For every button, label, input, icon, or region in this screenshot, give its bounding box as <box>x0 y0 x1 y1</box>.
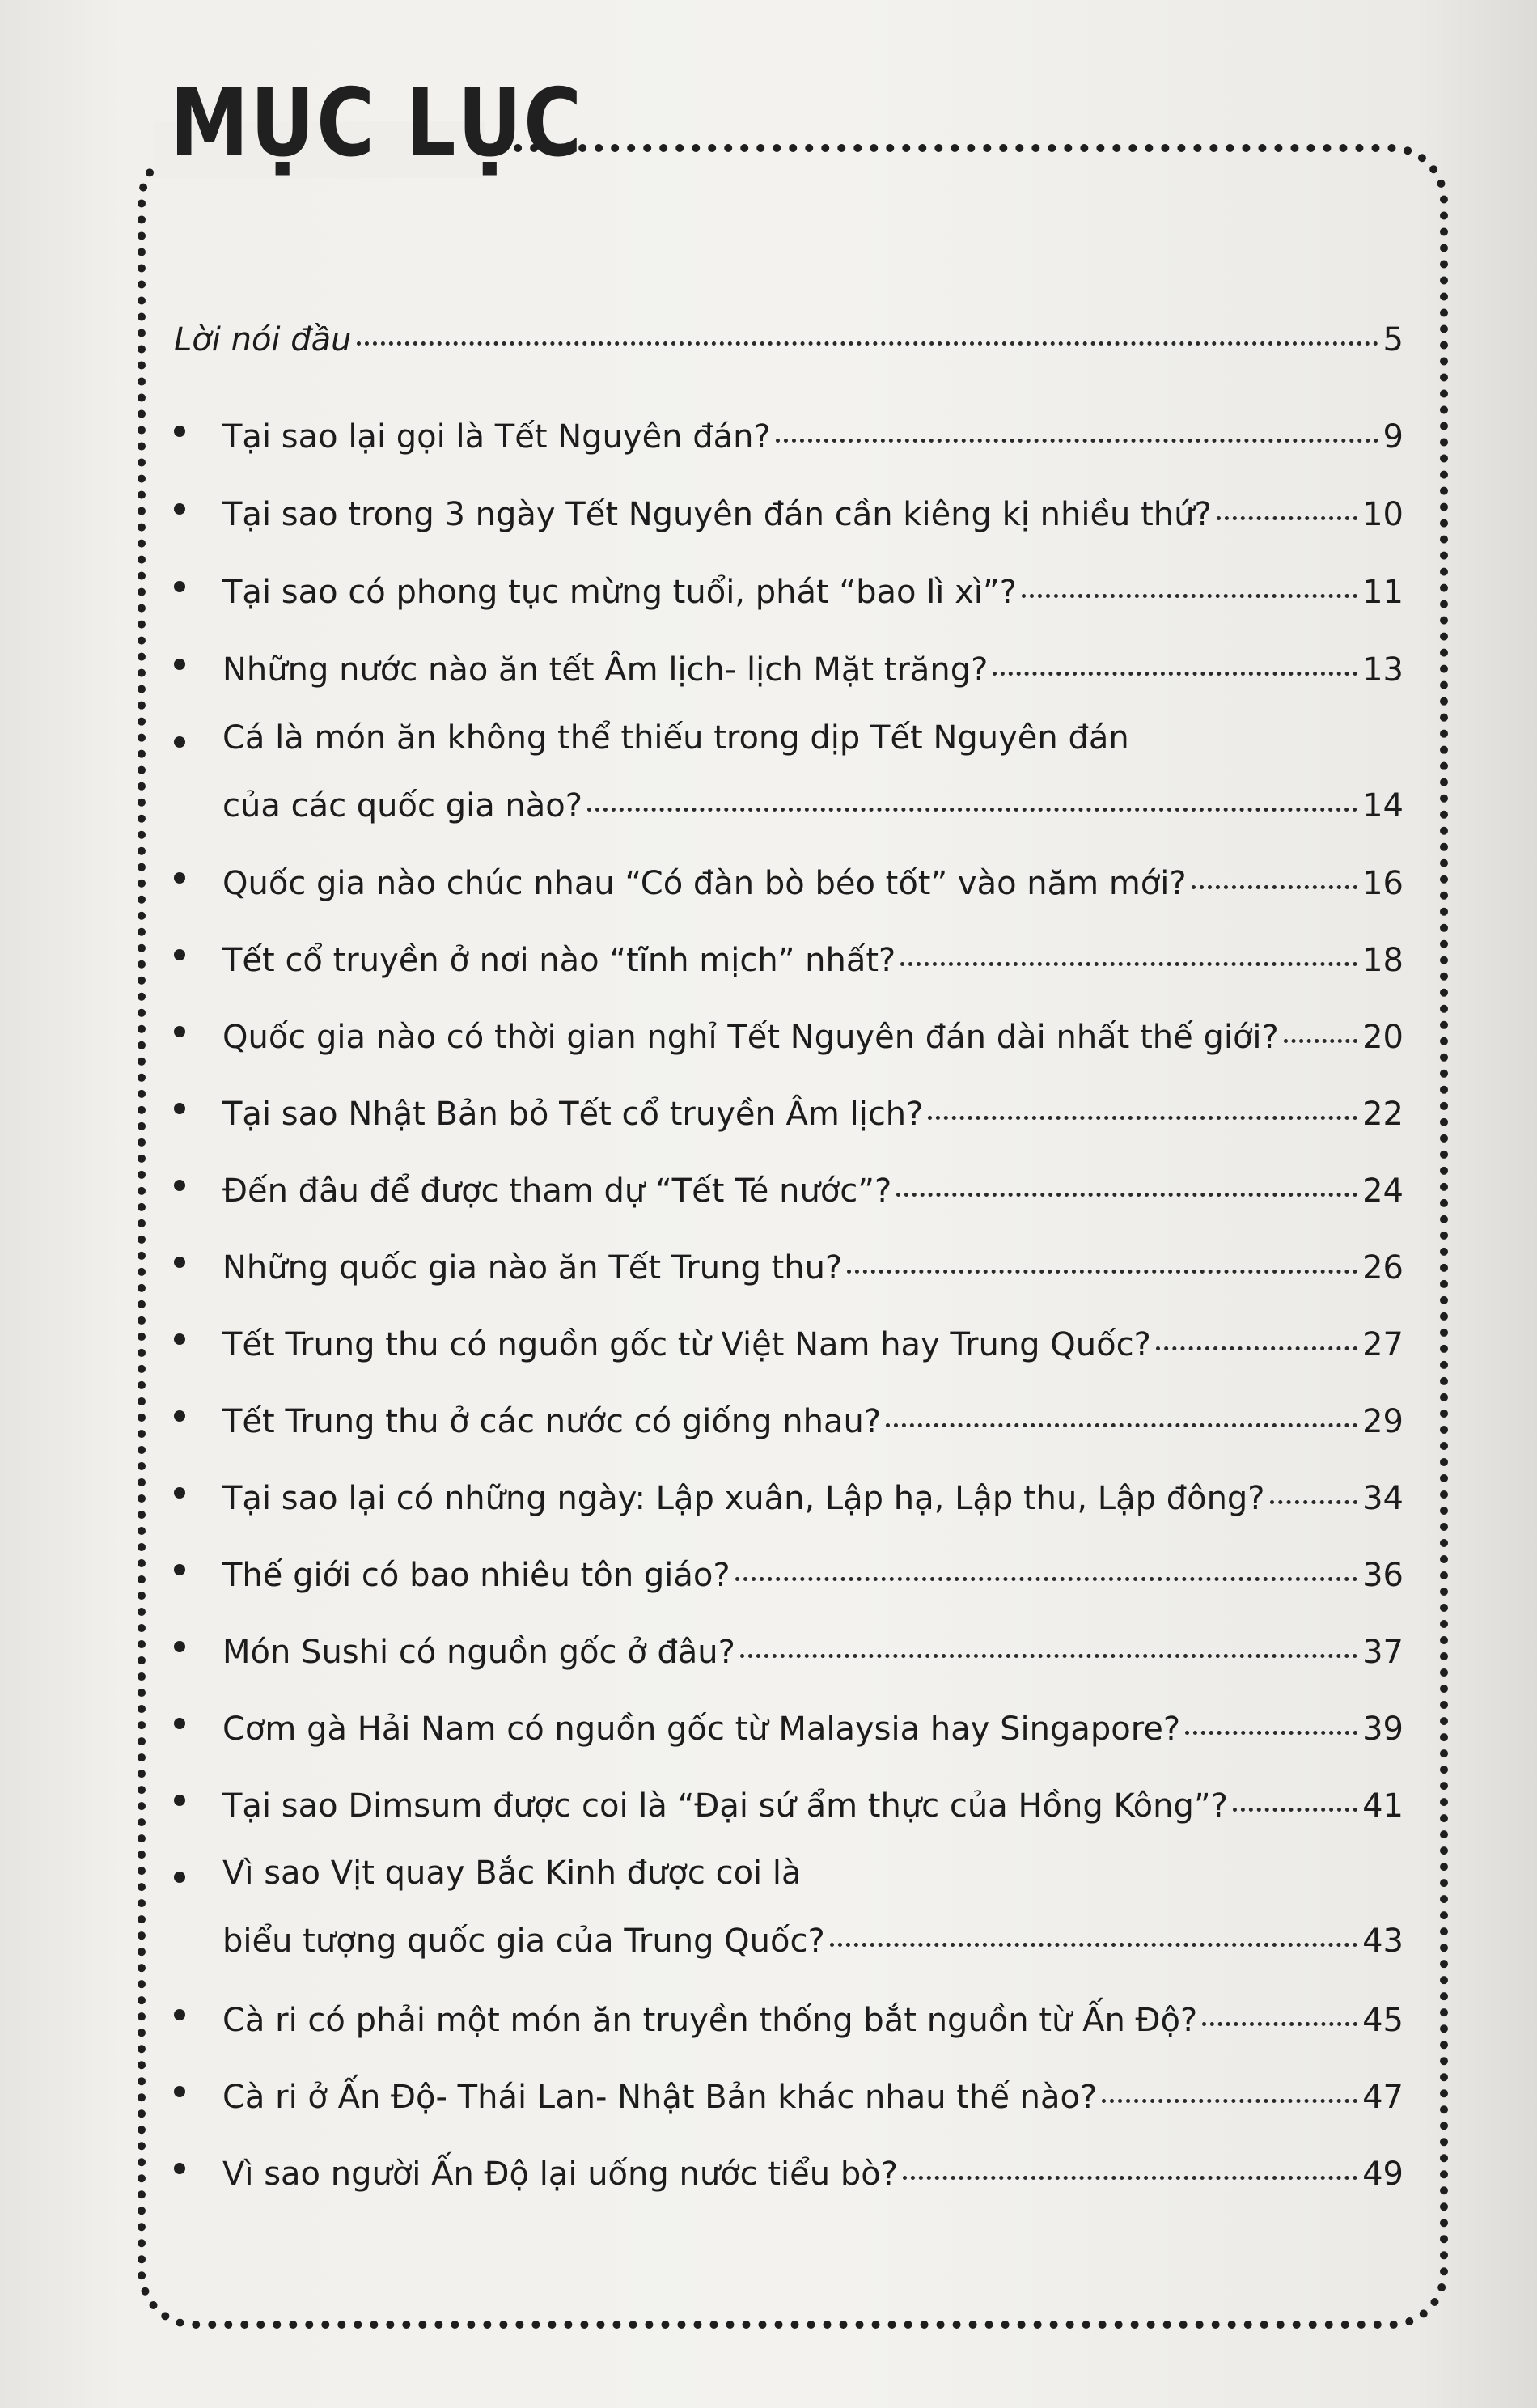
toc-entry-title: Những nước nào ăn tết Âm lịch- lịch Mặt trăng? <box>222 651 989 689</box>
toc-page-number: 10 <box>1362 496 1404 533</box>
toc-entry-title: Vì sao Vịt quay Bắc Kinh được coi là <box>222 1855 802 1892</box>
toc-entry-title: Những quốc gia nào ăn Tết Trung thu? <box>222 1249 843 1287</box>
toc-entry-title-continued: biểu tượng quốc gia của Trung Quốc? <box>222 1923 825 1960</box>
toc-entry-title: Tại sao lại gọi là Tết Nguyên đán? <box>222 418 771 456</box>
bullet-icon <box>174 659 185 670</box>
toc-entry-title-continued: của các quốc gia nào? <box>222 787 582 825</box>
dot-leader <box>993 639 1357 676</box>
bullet-icon <box>174 1410 185 1422</box>
dot-leader <box>928 1083 1357 1120</box>
bullet-icon <box>174 581 185 592</box>
toc-entry-title: Tại sao trong 3 ngày Tết Nguyên đán cần kiêng kị nhiều thứ? <box>222 496 1212 533</box>
dot-leader <box>1217 484 1357 520</box>
dot-leader <box>1102 2067 1357 2103</box>
bullet-icon <box>174 2163 185 2174</box>
bullet-icon <box>174 1103 185 1114</box>
toc-entry-title: Tại sao Dimsum được coi là “Đại sứ ẩm thực của Hồng Kông”? <box>222 1787 1228 1825</box>
dot-leader <box>1192 853 1357 889</box>
bullet-icon <box>174 2086 185 2097</box>
bullet-icon <box>174 2009 185 2020</box>
toc-entry-title: Cơm gà Hải Nam có nguồn gốc từ Malaysia hay Singapore? <box>222 1711 1181 1748</box>
dot-leader <box>1270 1468 1358 1504</box>
toc-page-number: 39 <box>1362 1711 1404 1748</box>
toc-entry-title: Cá là món ăn không thể thiếu trong dịp Tết Nguyên đán <box>222 719 1129 757</box>
bullet-icon <box>174 503 185 515</box>
bullet-icon <box>174 1257 185 1268</box>
toc-page-number: 5 <box>1382 321 1404 358</box>
toc-entry-title: Cà ri ở Ấn Độ- Thái Lan- Nhật Bản khác nhau thế nào? <box>222 2079 1098 2116</box>
toc-page-number: 26 <box>1362 1249 1404 1287</box>
bullet-icon <box>174 1180 185 1191</box>
bullet-icon <box>174 736 185 748</box>
dot-leader <box>896 1160 1357 1197</box>
dot-leader <box>735 1545 1357 1581</box>
bullet-icon <box>174 949 185 960</box>
toc-entry-title: Tết Trung thu có nguồn gốc từ Việt Nam hay Trung Quốc? <box>222 1326 1151 1363</box>
page-title: MỤC LỤC <box>170 69 584 179</box>
dot-leader <box>357 309 1378 346</box>
dot-leader <box>587 775 1357 812</box>
bullet-icon <box>174 1872 185 1883</box>
toc-page-number: 36 <box>1362 1557 1404 1594</box>
toc-page-number: 41 <box>1362 1787 1404 1825</box>
bullet-icon <box>174 1641 185 1652</box>
bullet-icon <box>174 1487 185 1499</box>
bullet-icon <box>174 426 185 437</box>
toc-entry-title: Tết cổ truyền ở nơi nào “tĩnh mịch” nhất? <box>222 942 896 979</box>
bullet-icon <box>174 1026 185 1037</box>
dot-leader <box>886 1391 1357 1427</box>
dot-leader <box>830 1910 1357 1947</box>
toc-page-number: 27 <box>1362 1326 1404 1363</box>
toc-page-number: 16 <box>1362 865 1404 902</box>
dot-leader <box>903 2143 1357 2180</box>
dot-leader <box>1022 562 1357 598</box>
toc-page-number: 13 <box>1362 651 1404 689</box>
toc-entry-title: Quốc gia nào có thời gian nghỉ Tết Nguyên đán dài nhất thế giới? <box>222 1019 1279 1056</box>
bullet-icon <box>174 1333 185 1345</box>
toc-page-number: 37 <box>1362 1634 1404 1671</box>
toc-page-number: 34 <box>1362 1480 1404 1517</box>
toc-entry-title: Cà ri có phải một món ăn truyền thống bắt nguồn từ Ấn Độ? <box>222 2002 1198 2039</box>
bullet-icon <box>174 872 185 884</box>
dot-leader <box>1202 1990 1357 2026</box>
toc-entry-title: Tại sao có phong tục mừng tuổi, phát “bao lì xì”? <box>222 574 1017 611</box>
toc-page-number: 9 <box>1382 418 1404 456</box>
bullet-icon <box>174 1718 185 1729</box>
toc-page-number: 47 <box>1362 2079 1404 2116</box>
dot-leader <box>1233 1775 1357 1812</box>
toc-page-number: 43 <box>1362 1923 1404 1960</box>
dot-leader <box>1284 1007 1357 1043</box>
toc-entry-title: Tại sao Nhật Bản bỏ Tết cổ truyền Âm lịch? <box>222 1096 924 1133</box>
toc-entry-title: Thế giới có bao nhiêu tôn giáo? <box>222 1557 730 1594</box>
toc-entry-title: Đến đâu để được tham dự “Tết Té nước”? <box>222 1172 892 1210</box>
dot-leader <box>847 1237 1357 1274</box>
toc-entry-title: Tết Trung thu ở các nước có giống nhau? <box>222 1403 882 1440</box>
dot-leader <box>900 930 1357 966</box>
toc-page-number: 22 <box>1362 1096 1404 1133</box>
toc-page-number: 14 <box>1362 787 1404 825</box>
toc-page-number: 20 <box>1362 1019 1404 1056</box>
toc-page-number: 24 <box>1362 1172 1404 1210</box>
toc-page-number: 18 <box>1362 942 1404 979</box>
toc-page-number: 11 <box>1362 574 1404 611</box>
toc-page-number: 29 <box>1362 1403 1404 1440</box>
toc-entry-title: Vì sao người Ấn Độ lại uống nước tiểu bò? <box>222 2156 898 2193</box>
dot-leader <box>740 1622 1357 1658</box>
toc-entry-title: Món Sushi có nguồn gốc ở đâu? <box>222 1634 735 1671</box>
toc-entry-title: Tại sao lại có những ngày: Lập xuân, Lập hạ, Lập thu, Lập đông? <box>222 1480 1265 1517</box>
bullet-icon <box>174 1564 185 1575</box>
toc-page-number: 49 <box>1362 2156 1404 2193</box>
toc-page-number: 45 <box>1362 2002 1404 2039</box>
dot-leader <box>1185 1698 1357 1735</box>
toc-entry-title: Quốc gia nào chúc nhau “Có đàn bò béo tốt” vào năm mới? <box>222 865 1187 902</box>
bullet-icon <box>174 1795 185 1806</box>
dot-leader <box>776 406 1378 443</box>
toc-entry-title: Lời nói đầu <box>174 321 352 358</box>
dot-leader <box>1156 1314 1357 1350</box>
